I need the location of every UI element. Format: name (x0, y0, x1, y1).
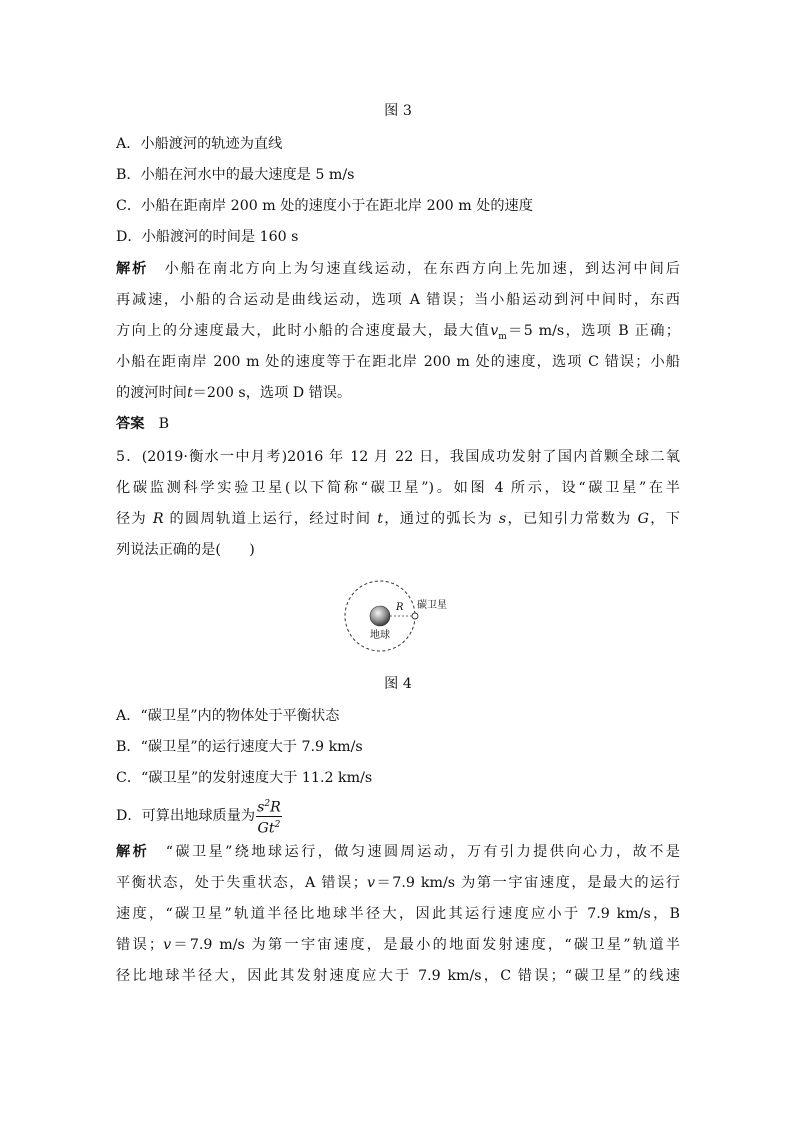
analysis-4-line-5: 的渡河时间t＝200 s，选项 D 错误。 (116, 385, 352, 401)
q4-option-d: D．小船渡河的时间是 160 s (116, 229, 299, 245)
analysis-5-line-1: 解析 “碳卫星”绕地球运行，做匀速圆周运动，万有引力提供向心力，故不是 (116, 844, 680, 860)
question-5-line-4: 列说法正确的是( ) (116, 542, 255, 558)
analysis-4-line-1: 解析 小船在南北方向上为匀速直线运动，在东西方向上先加速，到达河中间后 (116, 261, 680, 277)
satellite-label: 碳卫星 (417, 600, 447, 611)
q4-option-c: C．小船在距南岸 200 m 处的速度小于在距北岸 200 m 处的速度 (116, 198, 533, 214)
analysis-4-line-2: 再减速，小船的合运动是曲线运动，选项 A 错误；当小船运动到河中间时，东西 (116, 292, 680, 308)
analysis-4-line-3: 方向上的分速度最大，此时小船的合速度最大，最大值$v_m=5$ m/s，选项 B 正确； (116, 323, 680, 342)
question-5-line-1: 5．(2019·衡水一中月考)2016 年 12 月 22 日，我国成功发射了国内首颗全球二氧 (116, 449, 680, 465)
question-5-line-3: 径为 R 的圆周轨道上运行，经过时间 t，通过的弧长为 s，已知引力常数为 G，下 (116, 511, 680, 527)
satellite-icon (412, 613, 418, 619)
answer-4: 答案 B (116, 416, 170, 432)
question-5-line-2: 化碳监测科学实验卫星(以下简称“碳卫星”)。如图 4 所示，设“碳卫星”在半 (116, 480, 680, 496)
q5-option-a: A．“碳卫星”内的物体处于平衡状态 (116, 708, 340, 724)
figure-3-caption: 图 3 (384, 103, 412, 119)
q5-option-d: D．可算出地球质量为 $\frac{s^2R}{Gt^2}$ (116, 796, 282, 836)
q5-option-b: B．“碳卫星”的运行速度大于 7.9 km/s (116, 739, 363, 755)
radius-label: R (396, 602, 404, 613)
earth-icon (370, 606, 390, 626)
analysis-5-line-2: 平衡状态，处于失重状态，A 错误；v＝7.9 km/s 为第一宇宙速度，是最大的运行 (116, 875, 680, 891)
earth-label: 地球 (370, 630, 390, 641)
earth-mass-formula: $\frac{s^2R}{Gt^2}$ (256, 796, 282, 836)
analysis-5-line-5: 径比地球半径大，因此其发射速度应大于 7.9 km/s，C 错误；“碳卫星”的线速 (116, 968, 680, 984)
analysis-5-line-3: 速度，“碳卫星”轨道半径比地球半径大，因此其运行速度应小于 7.9 km/s，B (116, 906, 680, 922)
figure-4-orbit-diagram (330, 574, 470, 664)
q4-option-a: A．小船渡河的轨迹为直线 (116, 136, 283, 152)
analysis-label: 解析 (116, 261, 149, 277)
figure-4-caption: 图 4 (384, 676, 412, 692)
analysis-4-line-4: 小船在距南岸 200 m 处的速度等于在距北岸 200 m 处的速度，选项 C 错误；小船 (116, 354, 680, 370)
q5-option-c: C．“碳卫星”的发射速度大于 11.2 km/s (116, 770, 373, 786)
analysis-5-line-4: 错误；v＝7.9 m/s 为第一宇宙速度，是最小的地面发射速度，“碳卫星”轨道半 (116, 937, 680, 953)
q4-option-b: B．小船在河水中的最大速度是 5 m/s (116, 167, 355, 183)
